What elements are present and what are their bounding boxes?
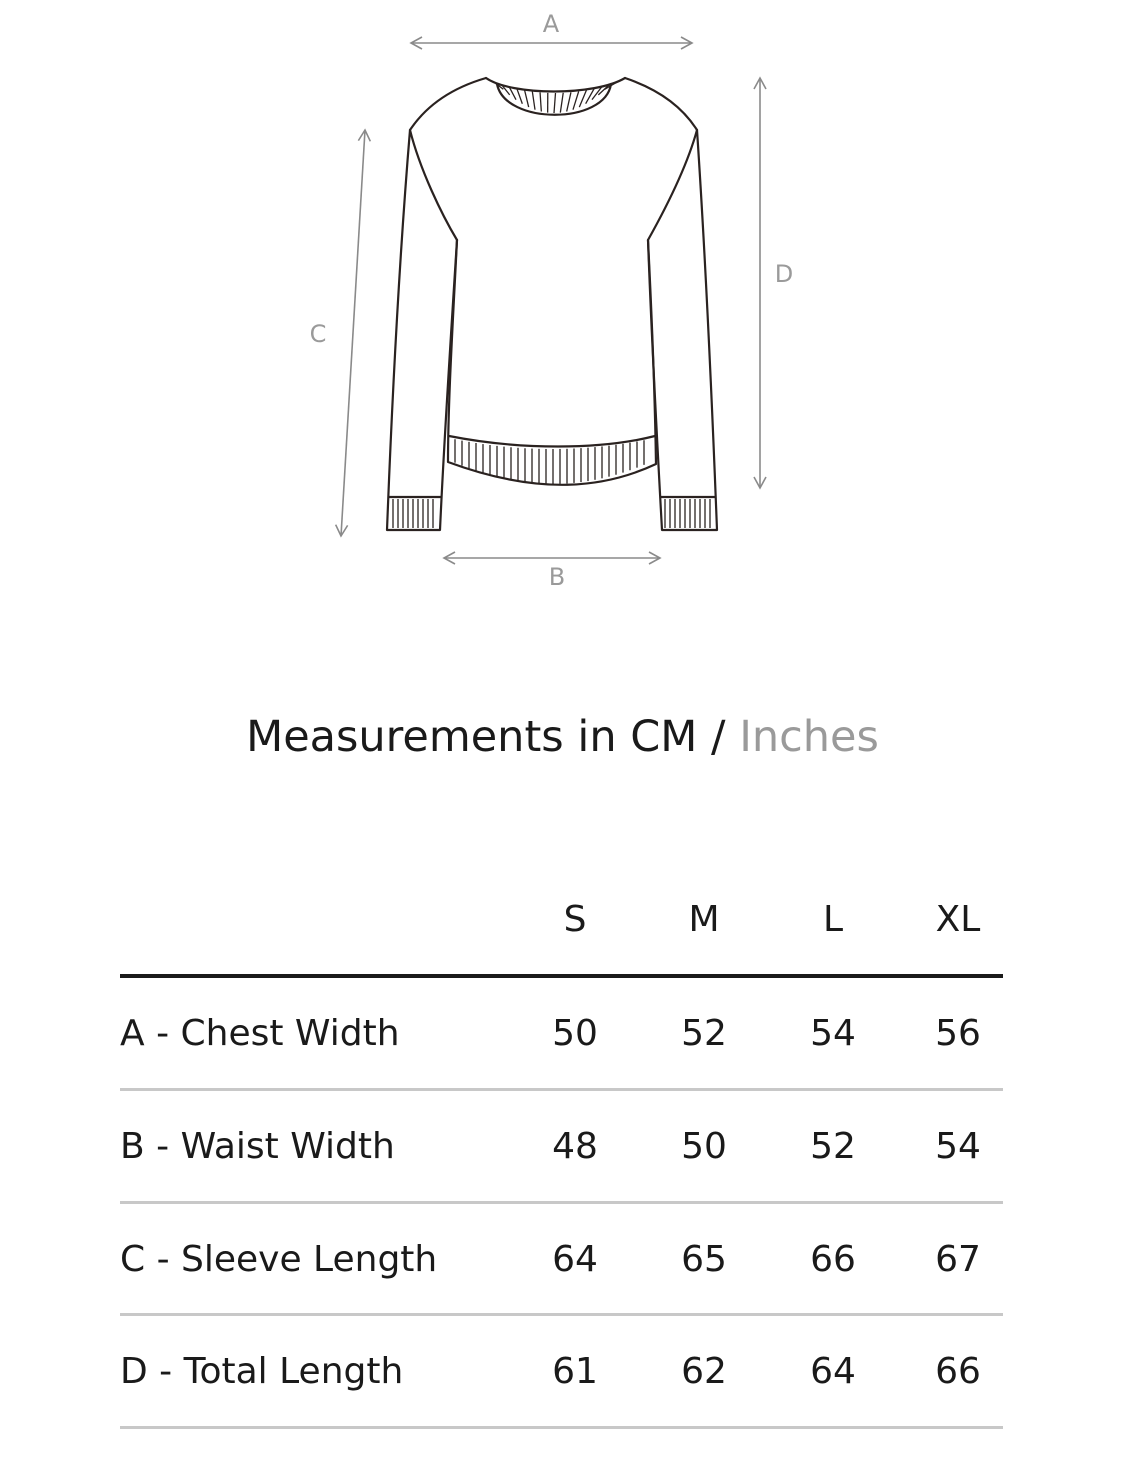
- rib-stripe: [579, 90, 586, 107]
- size-header-m: M: [688, 899, 720, 940]
- cell-value: 67: [935, 1239, 981, 1280]
- row-divider: [120, 1201, 1003, 1204]
- cell-value: 48: [552, 1126, 598, 1167]
- rib-knit-stripes: [393, 82, 710, 528]
- cell-value: 50: [681, 1126, 727, 1167]
- rib-stripe: [586, 89, 594, 104]
- row-label: B - Waist Width: [120, 1126, 395, 1167]
- cell-value: 61: [552, 1351, 598, 1392]
- row-divider: [120, 1088, 1003, 1091]
- left-sleeve-outline: [387, 130, 457, 530]
- right-sleeve-outline: [648, 130, 717, 530]
- cell-value: 62: [681, 1351, 727, 1392]
- cell-value: 66: [935, 1351, 981, 1392]
- rib-stripe: [560, 93, 563, 113]
- cell-value: 66: [810, 1239, 856, 1280]
- row-label: C - Sleeve Length: [120, 1239, 438, 1280]
- dimension-d-label: D: [774, 260, 794, 288]
- dimension-c-arrow: [341, 130, 365, 536]
- cell-value: 54: [935, 1126, 981, 1167]
- rib-stripe: [532, 91, 535, 109]
- cell-value: 52: [810, 1126, 856, 1167]
- row-divider: [120, 1426, 1003, 1429]
- rib-stripe: [554, 93, 556, 113]
- sweater-measurement-diagram: [0, 0, 1125, 620]
- sweater-body-outline: [410, 78, 697, 485]
- rib-stripe: [567, 92, 571, 111]
- rib-stripe: [540, 92, 541, 111]
- size-header-s: S: [563, 899, 587, 940]
- cell-value: 64: [552, 1239, 598, 1280]
- size-header-l: L: [822, 899, 844, 940]
- cell-value: 50: [552, 1013, 598, 1054]
- cell-value: 52: [681, 1013, 727, 1054]
- dimension-a-label: A: [542, 10, 560, 38]
- rib-stripe: [525, 90, 529, 107]
- table-header-divider: [120, 974, 1003, 978]
- unit-cm-label: Measurements in CM /: [246, 712, 726, 762]
- cell-value: 56: [935, 1013, 981, 1054]
- unit-inches-toggle[interactable]: Inches: [739, 712, 879, 762]
- cell-value: 65: [681, 1239, 727, 1280]
- measurements-heading: [0, 712, 1125, 764]
- row-label: D - Total Length: [120, 1351, 404, 1392]
- row-divider: [120, 1313, 1003, 1316]
- cell-value: 54: [810, 1013, 856, 1054]
- size-header-xl: XL: [935, 899, 981, 940]
- sweater-illustration: [0, 0, 1125, 620]
- rib-stripe: [517, 89, 522, 104]
- row-label: A - Chest Width: [120, 1013, 400, 1054]
- rib-stripe: [573, 91, 579, 109]
- cell-value: 64: [810, 1351, 856, 1392]
- dimension-b-label: B: [548, 563, 566, 591]
- hem-line: [449, 436, 655, 447]
- dimension-c-label: C: [309, 320, 327, 348]
